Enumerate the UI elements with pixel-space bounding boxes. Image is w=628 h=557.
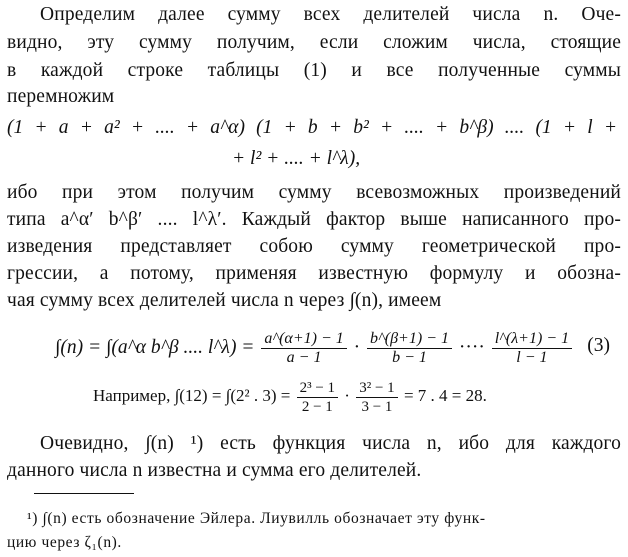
fraction-a-denominator: a − 1 [286, 349, 322, 367]
fraction-b-numerator: b^(β+1) − 1 [367, 330, 452, 349]
multiply-dot: · [344, 386, 350, 405]
equation-3 [55, 326, 574, 370]
example-line [93, 376, 487, 416]
equation-3-fraction-b [367, 330, 452, 367]
paragraph-1-line-2: видно, эту сумму получим, если сложим числа, стоящие [7, 32, 621, 53]
paragraph-1-line-1: Определим далее сумму всех делителей числа n. Оче- [40, 4, 621, 25]
example-fraction-1-denominator: 2 − 1 [301, 398, 333, 415]
paragraph-3-line-1: Очевидно, ∫(n) ¹) есть функция числа n, ибо для каждого [40, 433, 621, 454]
product-formula-line-2: + l² + .... + l^λ), [232, 148, 361, 169]
footnote-separator [34, 493, 134, 494]
example-fraction-1-numerator: 2³ − 1 [297, 379, 338, 398]
fraction-b-denominator: b − 1 [392, 349, 427, 367]
footnote-line-2: цию через ζ₁(n). [7, 534, 122, 551]
equation-3-fraction-l [492, 330, 572, 367]
ellipsis-dots: ···· [458, 337, 485, 358]
equation-3-fraction-a [261, 330, 346, 367]
equation-number: (3) [587, 335, 610, 356]
example-fraction-2-denominator: 3 − 1 [361, 398, 393, 415]
example-fraction-1 [297, 379, 338, 416]
multiply-dot: · [353, 337, 361, 358]
product-formula-line-1: (1 + a + a² + .... + a^α) (1 + b + b² + .... + b^β) .... (1 + l + [7, 117, 617, 138]
equation-3-lhs: ∫(n) = ∫(a^α b^β .... l^λ) = [55, 337, 255, 358]
paragraph-2-line-4: грессии, а потому, применяя известную формулу и обозна- [7, 263, 621, 284]
paragraph-1-line-4: перемножим [7, 86, 115, 107]
footnote-line-1: ¹) ∫(n) есть обозначение Эйлера. Лиувилль обозначает эту функ- [27, 510, 486, 527]
paragraph-2-line-5: чая сумму всех делителей числа n через ∫(n), имеем [7, 290, 442, 311]
example-fraction-2-numerator: 3² − 1 [356, 379, 397, 398]
example-lead: Например, ∫(12) = ∫(2² . 3) = [93, 386, 291, 405]
fraction-a-numerator: a^(α+1) − 1 [261, 330, 346, 349]
fraction-l-denominator: l − 1 [516, 349, 548, 367]
paragraph-2-line-2: типа a^α′ b^β′ .... l^λ′. Каждый фактор выше написанного про- [7, 209, 621, 230]
paragraph-2-line-3: изведения представляет собою сумму геометрической про- [7, 236, 621, 257]
paragraph-1-line-3: в каждой строке таблицы (1) и все полученные суммы [7, 60, 621, 81]
paragraph-3-line-2: данного числа n известна и сумма его делителей. [7, 460, 422, 481]
fraction-l-numerator: l^(λ+1) − 1 [492, 330, 572, 349]
example-fraction-2 [356, 379, 397, 416]
example-tail: = 7 . 4 = 28. [403, 386, 487, 405]
paragraph-2-line-1: ибо при этом получим сумму всевозможных произведений [7, 182, 621, 203]
